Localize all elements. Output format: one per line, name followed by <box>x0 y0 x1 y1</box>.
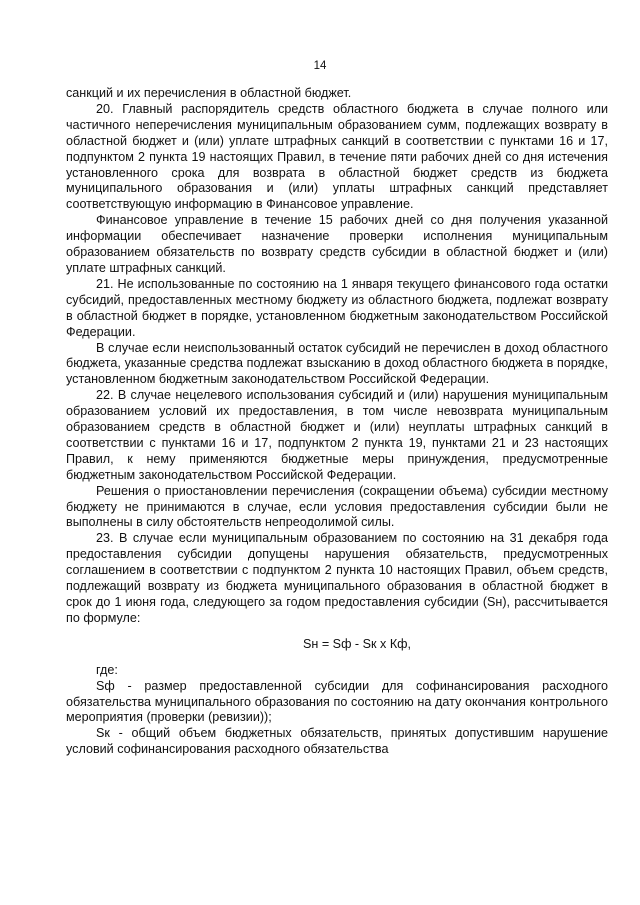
paragraph-finance-department: Финансовое управление в течение 15 рабочих дней со дня получения указанной информации обеспечивает назначение проверки исполнения муниципальным образованием обязательств по возврату средств субсидии в областной бюджет и (или) уплате штрафных санкций. <box>66 213 608 275</box>
paragraph-continuation: санкций и их перечисления в областной бюджет. <box>66 86 352 100</box>
paragraph-clause-23: 23. В случае если муниципальным образованием по состоянию на 31 декабря года предоставления субсидии допущены нарушения обязательств, предусмотренных соглашением в соответствии с подпунктом 2 пункта 10 настоящих Правил, объем средств, подлежащий возврату из бюджета муниципального образования в областной бюджет в срок до 1 июня года, следующего за годом предоставления субсидии (Sн), рассчитывается по формуле: <box>66 531 608 625</box>
paragraph-unused-balance: В случае если неиспользованный остаток субсидий не перечислен в доход областного бюджета, указанные средства подлежат взысканию в доход областного бюджета в порядке, установленном бюджетным законодательством Российской Федерации. <box>66 340 608 387</box>
paragraph-clause-21: 21. Не использованные по состоянию на 1 января текущего финансового года остатки субсидий, предоставленных местному бюджету из областного бюджета, подлежат возврату в областной бюджет в порядке, установленном бюджетным законодательством Российской Федерации. <box>66 276 608 339</box>
where-label: где: <box>96 662 118 677</box>
document-body <box>66 86 608 758</box>
paragraph-clause-20: 20. Главный распорядитель средств областного бюджета в случае полного или частичного неперечисления муниципальным образованием сумм, подлежащих возврату в областной бюджет и (или) уплате штрафных санкций в соответствии с пунктами 16 и 17, подпунктом 2 пункта 19 настоящих Правил, в течение пяти рабочих дней со дня истечения установленного срока для возврата в областной бюджет средств из бюджета муниципального образования и (или) уплаты штрафных санкций представляет соответствующую информацию в Финансовое управление. <box>66 101 608 212</box>
page-number: 14 <box>313 60 327 72</box>
paragraph-clause-22: 22. В случае нецелевого использования субсидий и (или) нарушения муниципальным образованием условий их предоставления, в том числе невозврата муниципальным образованием средств в областной бюджет и (или) неуплаты штрафных санкций в соответствии с пунктами 16 и 17, подпунктом 2 пункта 19, пунктами 21 и 23 настоящих Правил, к нему применяются бюджетные меры принуждения, предусмотренные бюджетным законодательством Российской Федерации. <box>66 388 608 482</box>
definition-sf: Sф - размер предоставленной субсидии для софинансирования расходного обязательства муниципального образования по состоянию на дату окончания контрольного мероприятия (проверки (ревизии)); <box>66 678 608 725</box>
formula: Sн = Sф - Sк х Кф, <box>302 636 412 651</box>
definition-sk: Sк - общий объем бюджетных обязательств, принятых допустившим нарушение условий софинансирования расходного обязательства <box>66 726 608 757</box>
paragraph-suspension-decisions: Решения о приостановлении перечисления (сокращении объема) субсидии местному бюджету не принимаются в случае, если условия предоставления субсидии были не выполнены в силу обстоятельств непреодолимой силы. <box>66 483 608 530</box>
